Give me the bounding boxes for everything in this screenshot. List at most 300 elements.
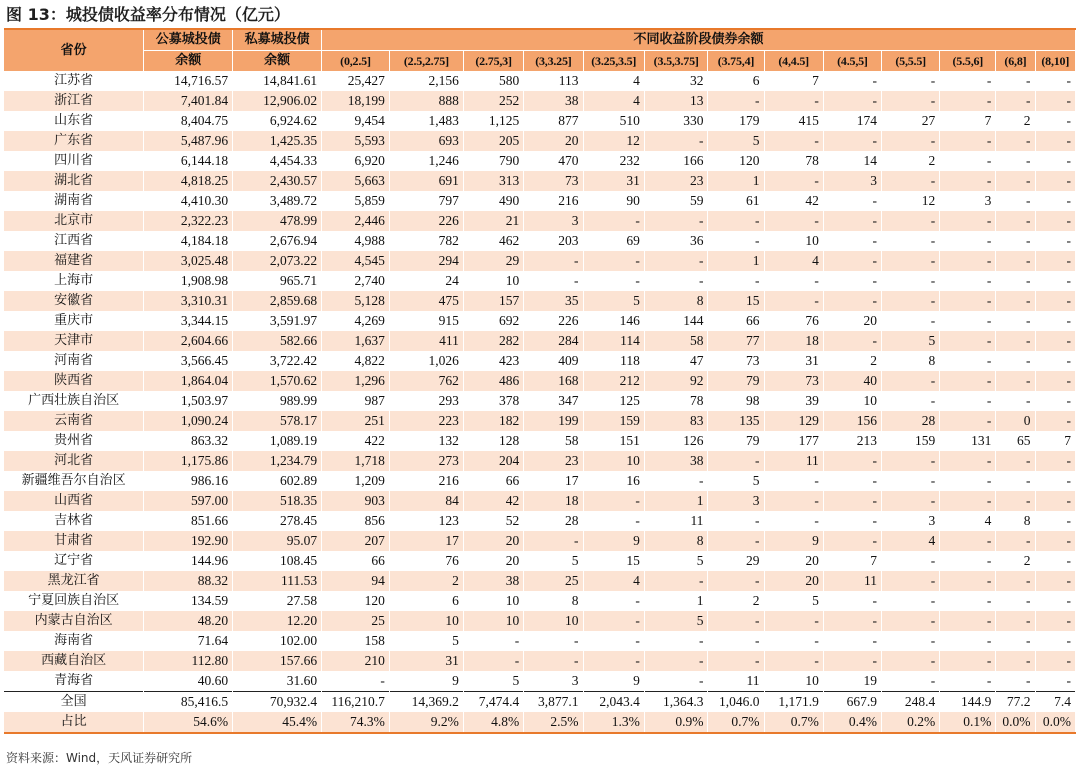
province-cell: 山东省: [4, 111, 144, 131]
province-cell: 河南省: [4, 351, 144, 371]
value-cell: -: [1035, 651, 1076, 671]
value-cell: 762: [389, 371, 463, 391]
value-cell: -: [940, 251, 996, 271]
value-cell: -: [940, 391, 996, 411]
province-cell: 河北省: [4, 451, 144, 471]
value-cell: 0.0%: [996, 712, 1035, 733]
value-cell: 203: [524, 231, 583, 251]
province-cell: 福建省: [4, 251, 144, 271]
value-cell: 128: [463, 431, 523, 451]
value-cell: -: [882, 271, 940, 291]
value-cell: -: [764, 511, 823, 531]
value-cell: 1,209: [322, 471, 390, 491]
value-cell: -: [1035, 311, 1076, 331]
value-cell: 12,906.02: [233, 91, 322, 111]
value-cell: 2: [823, 351, 881, 371]
value-cell: 14,716.57: [144, 71, 233, 91]
value-cell: -: [1035, 491, 1076, 511]
value-cell: 1,296: [322, 371, 390, 391]
value-cell: -: [1035, 131, 1076, 151]
value-cell: 4.8%: [463, 712, 523, 733]
value-cell: 24: [389, 271, 463, 291]
table-row: [4, 651, 1076, 671]
table-row: [4, 251, 1076, 271]
value-cell: -: [940, 351, 996, 371]
value-cell: -: [940, 591, 996, 611]
value-cell: -: [1035, 631, 1076, 651]
value-cell: -: [940, 571, 996, 591]
value-cell: 35: [524, 291, 583, 311]
value-cell: 126: [644, 431, 708, 451]
value-cell: 1,246: [389, 151, 463, 171]
value-cell: 179: [708, 111, 764, 131]
value-cell: 486: [463, 371, 523, 391]
value-cell: 18: [524, 491, 583, 511]
value-cell: 168: [524, 371, 583, 391]
value-cell: 166: [644, 151, 708, 171]
value-cell: 77: [708, 331, 764, 351]
value-cell: -: [644, 131, 708, 151]
value-cell: -: [882, 231, 940, 251]
value-cell: -: [996, 91, 1035, 111]
value-cell: 8: [524, 591, 583, 611]
figure-title: 图 13：城投债收益率分布情况（亿元）: [6, 5, 290, 24]
value-cell: 986.16: [144, 471, 233, 491]
value-cell: 144.96: [144, 551, 233, 571]
value-cell: 48.20: [144, 611, 233, 631]
table-row: [4, 391, 1076, 411]
province-cell: 云南省: [4, 411, 144, 431]
value-cell: -: [1035, 391, 1076, 411]
value-cell: -: [823, 531, 881, 551]
value-cell: 205: [463, 131, 523, 151]
header-bucket: (3.75,4]: [708, 51, 764, 72]
value-cell: 21: [463, 211, 523, 231]
value-cell: 4: [940, 511, 996, 531]
value-cell: 0.0%: [1035, 712, 1076, 733]
value-cell: -: [1035, 471, 1076, 491]
value-cell: -: [644, 651, 708, 671]
value-cell: 134.59: [144, 591, 233, 611]
value-cell: 226: [524, 311, 583, 331]
header-bucket: (3,3.25]: [524, 51, 583, 72]
header-bucket: (5.5,6]: [940, 51, 996, 72]
value-cell: -: [940, 491, 996, 511]
value-cell: 54.6%: [144, 712, 233, 733]
province-cell: 浙江省: [4, 91, 144, 111]
value-cell: -: [644, 471, 708, 491]
value-cell: 251: [322, 411, 390, 431]
value-cell: 16: [583, 471, 644, 491]
value-cell: 23: [644, 171, 708, 191]
value-cell: -: [882, 591, 940, 611]
province-cell: 甘肃省: [4, 531, 144, 551]
value-cell: -: [524, 651, 583, 671]
header-province: 省份: [4, 30, 144, 71]
value-cell: -: [996, 271, 1035, 291]
value-cell: -: [996, 671, 1035, 692]
value-cell: 0.1%: [940, 712, 996, 733]
value-cell: 989.99: [233, 391, 322, 411]
value-cell: 111.53: [233, 571, 322, 591]
value-cell: -: [940, 671, 996, 692]
value-cell: 347: [524, 391, 583, 411]
value-cell: 182: [463, 411, 523, 431]
value-cell: -: [882, 491, 940, 511]
value-cell: -: [996, 211, 1035, 231]
value-cell: 478.99: [233, 211, 322, 231]
value-cell: 9: [764, 531, 823, 551]
value-cell: -: [708, 611, 764, 631]
value-cell: 157.66: [233, 651, 322, 671]
value-cell: 10: [823, 391, 881, 411]
value-cell: 252: [463, 91, 523, 111]
value-cell: -: [644, 571, 708, 591]
value-cell: 40.60: [144, 671, 233, 692]
value-cell: -: [823, 291, 881, 311]
value-cell: 691: [389, 171, 463, 191]
value-cell: 6,144.18: [144, 151, 233, 171]
value-cell: 863.32: [144, 431, 233, 451]
value-cell: 1,425.35: [233, 131, 322, 151]
value-cell: -: [644, 671, 708, 692]
value-cell: -: [882, 671, 940, 692]
value-cell: 232: [583, 151, 644, 171]
table-row: [4, 712, 1076, 733]
value-cell: 475: [389, 291, 463, 311]
value-cell: 25: [524, 571, 583, 591]
value-cell: 28: [524, 511, 583, 531]
value-cell: -: [524, 251, 583, 271]
value-cell: 102.00: [233, 631, 322, 651]
value-cell: -: [1035, 371, 1076, 391]
table-row: [4, 271, 1076, 291]
value-cell: -: [1035, 591, 1076, 611]
value-cell: 1,718: [322, 451, 390, 471]
value-cell: -: [1035, 171, 1076, 191]
table-row: [4, 231, 1076, 251]
value-cell: 6,924.62: [233, 111, 322, 131]
value-cell: 120: [322, 591, 390, 611]
value-cell: 2,043.4: [583, 692, 644, 713]
value-cell: -: [882, 651, 940, 671]
value-cell: 76: [389, 551, 463, 571]
value-cell: 6: [708, 71, 764, 91]
value-cell: -: [996, 251, 1035, 271]
value-cell: 131: [940, 431, 996, 451]
value-cell: 10: [764, 671, 823, 692]
value-cell: 8: [644, 291, 708, 311]
table-row: [4, 411, 1076, 431]
value-cell: 2: [996, 551, 1035, 571]
province-cell: 湖南省: [4, 191, 144, 211]
value-cell: -: [1035, 251, 1076, 271]
value-cell: -: [996, 331, 1035, 351]
value-cell: 273: [389, 451, 463, 471]
value-cell: 415: [764, 111, 823, 131]
value-cell: 4,184.18: [144, 231, 233, 251]
value-cell: 2.5%: [524, 712, 583, 733]
value-cell: 113: [524, 71, 583, 91]
value-cell: 1,570.62: [233, 371, 322, 391]
value-cell: 11: [764, 451, 823, 471]
value-cell: 73: [764, 371, 823, 391]
table-row: [4, 351, 1076, 371]
value-cell: 692: [463, 311, 523, 331]
value-cell: 135: [708, 411, 764, 431]
value-cell: -: [583, 611, 644, 631]
value-cell: -: [996, 531, 1035, 551]
value-cell: -: [1035, 411, 1076, 431]
value-cell: 199: [524, 411, 583, 431]
table-row: [4, 491, 1076, 511]
value-cell: 20: [463, 551, 523, 571]
province-cell: 上海市: [4, 271, 144, 291]
value-cell: 3: [823, 171, 881, 191]
value-cell: -: [583, 631, 644, 651]
value-cell: 13: [644, 91, 708, 111]
value-cell: 31: [764, 351, 823, 371]
value-cell: 88.32: [144, 571, 233, 591]
value-cell: -: [940, 411, 996, 431]
province-cell: 宁夏回族自治区: [4, 591, 144, 611]
value-cell: -: [823, 91, 881, 111]
header-bucket: (0,2.5]: [322, 51, 390, 72]
value-cell: 1: [644, 591, 708, 611]
value-cell: 85,416.5: [144, 692, 233, 713]
province-cell: 江西省: [4, 231, 144, 251]
value-cell: 6: [389, 591, 463, 611]
value-cell: 1: [708, 251, 764, 271]
value-cell: 144.9: [940, 692, 996, 713]
value-cell: 158: [322, 631, 390, 651]
value-cell: 192.90: [144, 531, 233, 551]
table-row: [4, 111, 1076, 131]
value-cell: 92: [644, 371, 708, 391]
header-bucket: (4,4.5]: [764, 51, 823, 72]
value-cell: 1,046.0: [708, 692, 764, 713]
value-cell: 39: [764, 391, 823, 411]
value-cell: 78: [764, 151, 823, 171]
value-cell: 6,920: [322, 151, 390, 171]
table-row: [4, 471, 1076, 491]
value-cell: 29: [463, 251, 523, 271]
value-cell: 8: [882, 351, 940, 371]
value-cell: -: [996, 311, 1035, 331]
value-cell: 90: [583, 191, 644, 211]
value-cell: 2: [882, 151, 940, 171]
value-cell: 1,171.9: [764, 692, 823, 713]
value-cell: 602.89: [233, 471, 322, 491]
table-row: [4, 551, 1076, 571]
value-cell: 782: [389, 231, 463, 251]
value-cell: 1,089.19: [233, 431, 322, 451]
value-cell: 10: [463, 611, 523, 631]
value-cell: -: [583, 591, 644, 611]
value-cell: 4: [764, 251, 823, 271]
province-cell: 青海省: [4, 671, 144, 692]
value-cell: 490: [463, 191, 523, 211]
value-cell: -: [583, 511, 644, 531]
value-cell: -: [823, 271, 881, 291]
value-cell: 20: [524, 131, 583, 151]
value-cell: -: [940, 131, 996, 151]
table-row: [4, 311, 1076, 331]
value-cell: 2: [708, 591, 764, 611]
value-cell: -: [882, 451, 940, 471]
value-cell: 157: [463, 291, 523, 311]
value-cell: 27: [882, 111, 940, 131]
value-cell: 31: [389, 651, 463, 671]
value-cell: -: [882, 251, 940, 271]
value-cell: -: [1035, 511, 1076, 531]
value-cell: -: [940, 71, 996, 91]
value-cell: 2,073.22: [233, 251, 322, 271]
value-cell: 1,090.24: [144, 411, 233, 431]
value-cell: -: [996, 351, 1035, 371]
value-cell: 5: [644, 611, 708, 631]
value-cell: 0.7%: [764, 712, 823, 733]
value-cell: -: [1035, 191, 1076, 211]
value-cell: 14,841.61: [233, 71, 322, 91]
value-cell: 11: [708, 671, 764, 692]
value-cell: 14: [823, 151, 881, 171]
province-cell: 天津市: [4, 331, 144, 351]
value-cell: 71.64: [144, 631, 233, 651]
value-cell: 9: [389, 671, 463, 692]
value-cell: 1: [644, 491, 708, 511]
value-cell: -: [322, 671, 390, 692]
value-cell: 9: [583, 671, 644, 692]
value-cell: 15: [583, 551, 644, 571]
value-cell: 5,487.96: [144, 131, 233, 151]
value-cell: -: [882, 131, 940, 151]
value-cell: -: [1035, 671, 1076, 692]
value-cell: 210: [322, 651, 390, 671]
value-cell: 1,637: [322, 331, 390, 351]
value-cell: 28: [882, 411, 940, 431]
value-cell: -: [644, 251, 708, 271]
value-cell: -: [940, 531, 996, 551]
value-cell: 11: [644, 511, 708, 531]
value-cell: 5: [463, 671, 523, 692]
province-cell: 广东省: [4, 131, 144, 151]
value-cell: 42: [463, 491, 523, 511]
value-cell: 12.20: [233, 611, 322, 631]
value-cell: 8,404.75: [144, 111, 233, 131]
value-cell: 32: [644, 71, 708, 91]
value-cell: 132: [389, 431, 463, 451]
value-cell: 156: [823, 411, 881, 431]
value-cell: 17: [524, 471, 583, 491]
value-cell: 915: [389, 311, 463, 331]
value-cell: -: [524, 531, 583, 551]
value-cell: 223: [389, 411, 463, 431]
value-cell: 25: [322, 611, 390, 631]
value-cell: 1,503.97: [144, 391, 233, 411]
value-cell: -: [463, 631, 523, 651]
value-cell: 4: [583, 571, 644, 591]
table-row: [4, 191, 1076, 211]
province-cell: 占比: [4, 712, 144, 733]
value-cell: -: [996, 191, 1035, 211]
value-cell: 14,369.2: [389, 692, 463, 713]
value-cell: 151: [583, 431, 644, 451]
header-bucket: (4.5,5]: [823, 51, 881, 72]
value-cell: 3,566.45: [144, 351, 233, 371]
value-cell: 146: [583, 311, 644, 331]
table-row: [4, 511, 1076, 531]
province-cell: 湖北省: [4, 171, 144, 191]
value-cell: 888: [389, 91, 463, 111]
value-cell: 78: [644, 391, 708, 411]
province-cell: 北京市: [4, 211, 144, 231]
value-cell: -: [823, 131, 881, 151]
value-cell: 159: [882, 431, 940, 451]
value-cell: 66: [322, 551, 390, 571]
value-cell: 212: [583, 371, 644, 391]
value-cell: 8: [644, 531, 708, 551]
value-cell: 2,740: [322, 271, 390, 291]
province-cell: 安徽省: [4, 291, 144, 311]
value-cell: 20: [764, 551, 823, 571]
value-cell: -: [583, 651, 644, 671]
value-cell: -: [940, 551, 996, 571]
value-cell: 470: [524, 151, 583, 171]
value-cell: 7,401.84: [144, 91, 233, 111]
value-cell: -: [644, 271, 708, 291]
table-row: [4, 451, 1076, 471]
value-cell: 1,908.98: [144, 271, 233, 291]
value-cell: 79: [708, 431, 764, 451]
value-cell: -: [708, 231, 764, 251]
value-cell: 0.4%: [823, 712, 881, 733]
value-cell: 25,427: [322, 71, 390, 91]
header-bucket: (2.75,3]: [463, 51, 523, 72]
value-cell: 7: [940, 111, 996, 131]
value-cell: 58: [644, 331, 708, 351]
value-cell: 510: [583, 111, 644, 131]
value-cell: 112.80: [144, 651, 233, 671]
value-cell: 84: [389, 491, 463, 511]
value-cell: -: [996, 611, 1035, 631]
value-cell: 10: [764, 231, 823, 251]
value-cell: -: [644, 631, 708, 651]
value-cell: 31: [583, 171, 644, 191]
value-cell: 409: [524, 351, 583, 371]
value-cell: 330: [644, 111, 708, 131]
value-cell: 73: [708, 351, 764, 371]
header-bucket: (6,8]: [996, 51, 1035, 72]
value-cell: -: [940, 471, 996, 491]
value-cell: -: [882, 171, 940, 191]
value-cell: -: [882, 631, 940, 651]
value-cell: -: [524, 631, 583, 651]
table-row: [4, 531, 1076, 551]
value-cell: 5: [882, 331, 940, 351]
value-cell: 3: [708, 491, 764, 511]
value-cell: 3,591.97: [233, 311, 322, 331]
header-private-bottom: 余额: [233, 51, 322, 72]
value-cell: 36: [644, 231, 708, 251]
value-cell: -: [1035, 291, 1076, 311]
value-cell: 61: [708, 191, 764, 211]
value-cell: 294: [389, 251, 463, 271]
value-cell: -: [823, 251, 881, 271]
value-cell: -: [764, 631, 823, 651]
value-cell: -: [882, 391, 940, 411]
value-cell: 52: [463, 511, 523, 531]
